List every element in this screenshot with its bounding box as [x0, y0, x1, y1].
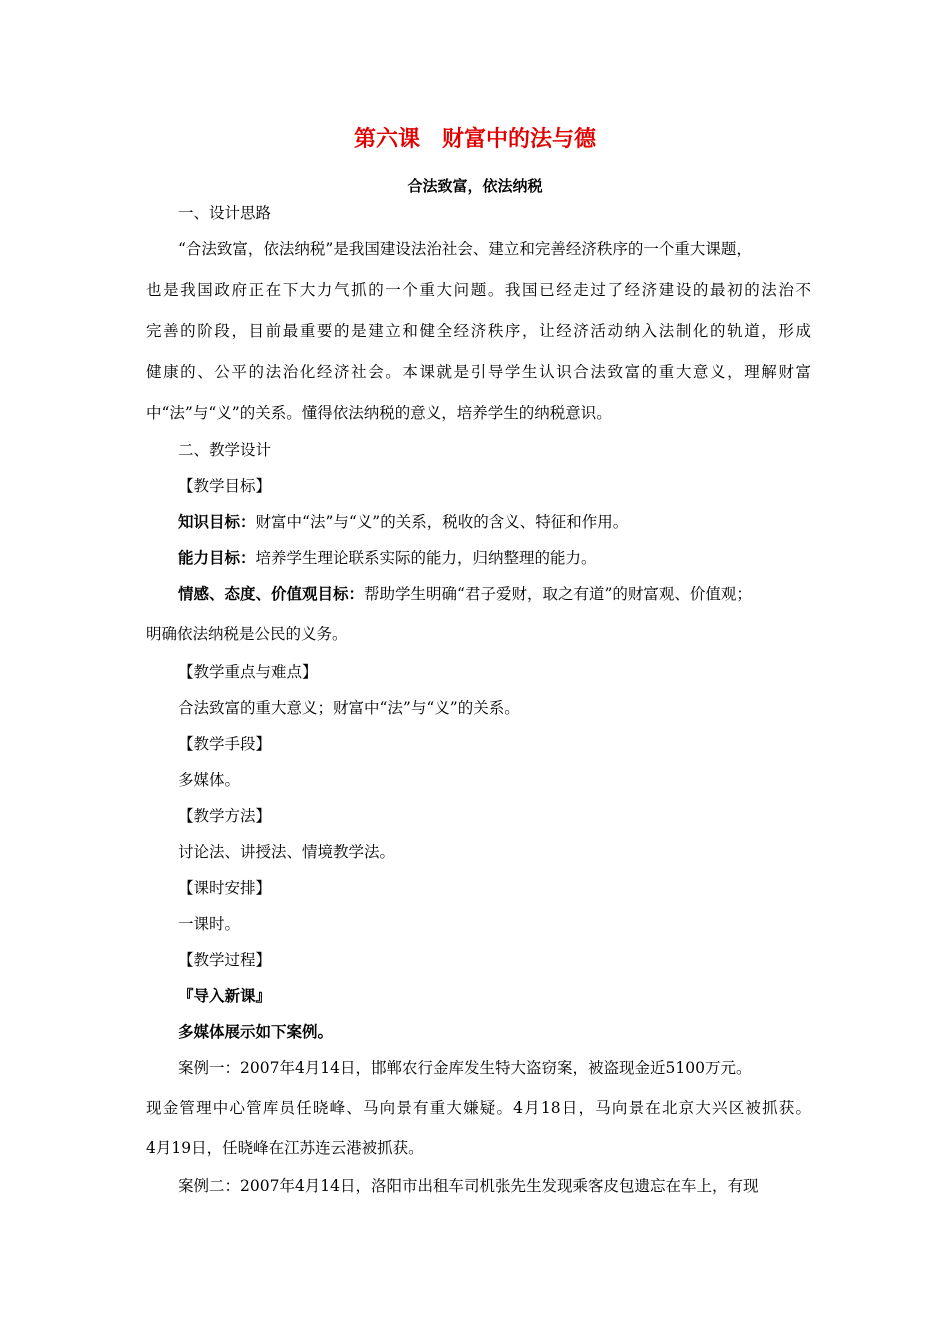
heading-class-hours: 【课时安排】 — [178, 879, 272, 897]
case-line: 案例一：2007年4月14日，邯郸农行金库发生特大盗窃案，被盗现金近5100万元。 — [178, 1059, 752, 1077]
teaching-means-text: 多媒体。 — [178, 771, 241, 789]
section-heading-teaching-design: 二、教学设计 — [178, 441, 272, 459]
goal-ability-text: 培养学生理论联系实际的能力，归纳整理的能力。 — [255, 549, 597, 567]
key-points-text: 合法致富的重大意义；财富中“法”与“义”的关系。 — [178, 699, 520, 717]
heading-teaching-goals: 【教学目标】 — [178, 477, 272, 495]
goal-emotion-label: 情感、态度、价值观目标： — [178, 585, 365, 603]
paragraph-line: “合法致富，依法纳税”是我国建设法治社会、建立和完善经济秩序的一个重大课题， — [178, 240, 752, 258]
document-title: 第六课 财富中的法与德 — [353, 127, 596, 152]
section-heading-design-idea: 一、设计思路 — [178, 204, 272, 222]
heading-intro: 『导入新课』 — [178, 987, 272, 1005]
heading-teaching-method: 【教学方法】 — [178, 807, 272, 825]
goal-knowledge — [178, 512, 843, 532]
paragraph-line: 完善的阶段，目前最重要的是建立和健全经济秩序，让经济活动纳入法制化的轨道，形成 — [146, 322, 811, 340]
goal-emotion-cont: 明确依法纳税是公民的义务。 — [146, 625, 348, 643]
goal-knowledge-label: 知识目标： — [178, 513, 256, 531]
media-line: 多媒体展示如下案例。 — [178, 1023, 334, 1041]
case-line: 4月19日，任晓峰在江苏连云港被抓获。 — [146, 1139, 424, 1157]
document-subtitle: 合法致富，依法纳税 — [407, 177, 543, 195]
heading-key-points: 【教学重点与难点】 — [178, 663, 318, 681]
goal-emotion-text: 帮助学生明确“君子爱财，取之有道”的财富观、价值观； — [364, 585, 752, 603]
case-line: 现金管理中心管库员任晓峰、马向景有重大嫌疑。4月18日，马向景在北京大兴区被抓获。 — [146, 1099, 811, 1117]
goal-ability — [178, 548, 843, 568]
heading-teaching-process: 【教学过程】 — [178, 951, 272, 969]
case-line: 案例二：2007年4月14日，洛阳市出租车司机张先生发现乘客皮包遗忘在车上，有现 — [178, 1177, 759, 1195]
goal-emotion — [178, 584, 843, 604]
teaching-method-text: 讨论法、讲授法、情境教学法。 — [178, 843, 396, 861]
goal-knowledge-text: 财富中“法”与“义”的关系，税收的含义、特征和作用。 — [255, 513, 629, 531]
class-hours-text: 一课时。 — [178, 915, 241, 933]
heading-teaching-means: 【教学手段】 — [178, 735, 272, 753]
goal-ability-label: 能力目标： — [178, 549, 256, 567]
paragraph-line: 健康的、公平的法治化经济社会。本课就是引导学生认识合法致富的重大意义，理解财富 — [146, 363, 811, 381]
paragraph-line: 也是我国政府正在下大力气抓的一个重大问题。我国已经走过了经济建设的最初的法治不 — [146, 281, 811, 299]
paragraph-line: 中“法”与“义”的关系。懂得依法纳税的意义，培养学生的纳税意识。 — [146, 404, 612, 422]
